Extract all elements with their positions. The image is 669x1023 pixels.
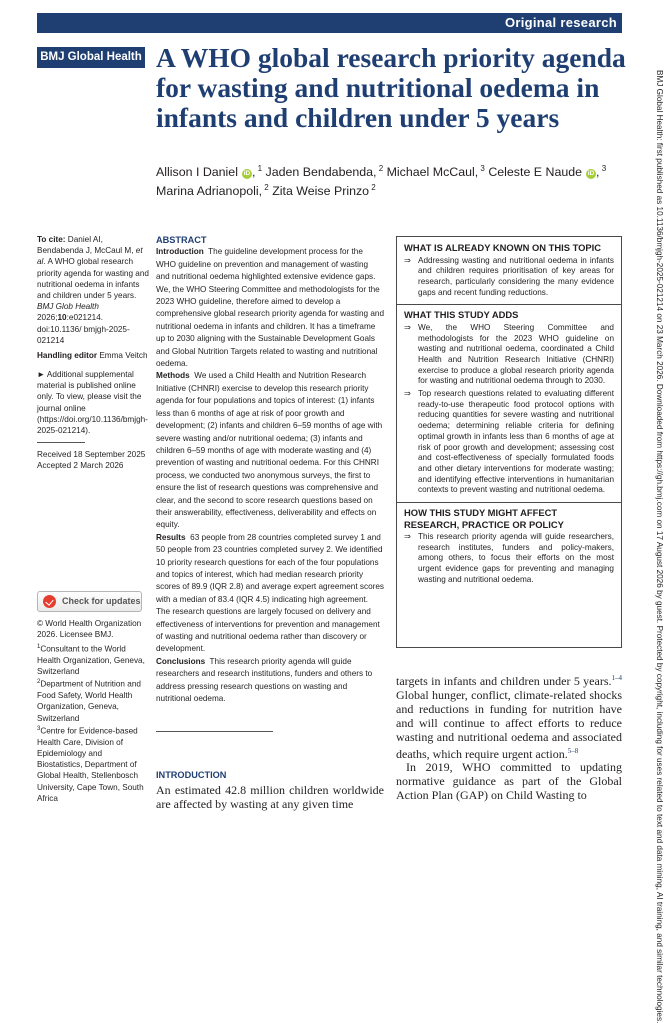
key-messages-box	[396, 236, 622, 648]
abstract-results-label: Results	[156, 532, 186, 542]
affect-list	[404, 532, 614, 586]
affect-heading: HOW THIS STUDY MIGHT AFFECT RESEARCH, PRACTICE OR POLICY	[404, 507, 564, 530]
adds-heading: WHAT THIS STUDY ADDS	[404, 309, 519, 321]
abstract-methods-text: We used a Child Health and Nutrition Research Initiative (CHNRI) exercise to develop this research priority agenda for four populations and topics of interest: (1) infants less than 6 months of age at risk of poor growth and development; (2) infants and children 6–59 months of age with severe wasting and/or nutritional oedema; (3) infants and children 6–59 months of age with moderate wasting and (4) prevention of wasting and nutritional oedema. For this CHNRI process, we conducted two anonymous surveys, the first to ensure the list of research questions was comprehensive and clear, and the second to score research questions based on their answerability, effectiveness, deliverability and effects on equity.	[156, 371, 383, 530]
handling-editor	[37, 350, 149, 361]
author-line-2	[156, 180, 626, 199]
author-list	[156, 161, 626, 199]
known-list	[404, 256, 614, 299]
reference-link[interactable]: 5–8	[567, 746, 579, 755]
arrow-icon: ⇒	[404, 532, 411, 542]
author-name[interactable]: Jaden Bendabenda,	[265, 165, 377, 180]
section-label: Original research	[504, 15, 617, 30]
key-message-text: We, the WHO Steering Committee and methodologists for the 2023 WHO guideline on wasting and nutritional oedema, coordinated a Child Health and Nutrition Research Initiative (CHNRI) exercise to produce a global research priority agenda for wasting and nutritional oedema through to 2030.	[418, 322, 614, 386]
affiliation-ref: 1	[255, 164, 263, 173]
abstract	[156, 234, 384, 705]
affiliation-ref: 2	[262, 183, 269, 193]
adds-list	[404, 323, 614, 496]
abstract-heading: ABSTRACT	[156, 235, 207, 245]
body-text-segment: targets in infants and children under 5 years.	[396, 674, 612, 688]
author-name[interactable]: Marina Adrianopoli,	[156, 184, 263, 199]
abstract-conclusions-text: This research priority agenda will guide researchers and research institutions, funders and others to address pressing research questions on wasting and nutritional oedema.	[156, 656, 373, 704]
cite-text: Daniel AI, Bendabenda J, McCaul M, et al. A WHO global research priority agenda for wasting and nutritional oedema in infants and children under 5 years. BMJ Glob Health 2026;10:e021214. doi:10.1136/ bmjgh-2025-021214	[37, 235, 149, 345]
key-message-item	[404, 323, 614, 387]
affiliation-ref: 3	[478, 164, 485, 173]
abstract-intro-label: Introduction	[156, 247, 204, 257]
key-message-text: This research priority agenda will guide researchers, research institutes, funders and policy-makers, among others, to focus their efforts on the most urgent evidence gaps for preventing and managing wasting and nutritional oedema.	[418, 532, 614, 584]
affiliation	[37, 724, 149, 804]
key-message-item	[404, 389, 614, 496]
abstract-results	[156, 532, 384, 656]
key-message-item	[404, 256, 614, 299]
abstract-methods-label: Methods	[156, 371, 190, 381]
divider	[156, 731, 273, 732]
check-updates-label: Check for updates	[62, 596, 141, 606]
abstract-methods	[156, 370, 384, 531]
affiliation-text: Centre for Evidence-based Health Care, Division of Epidemiology and Biostatistics, Department of Global Health, Stellenbosch University, Cape Town, South Africa	[37, 726, 144, 803]
abstract-results-text: 63 people from 28 countries completed survey 1 and 50 people from 23 countries completed survey 2. We identified 10 priority research questions for each of the four populations and topics of interest, which had median research priority scores of 89.9 (IQR 2.8) and average expert agreement scores with a median of 83.4 (IQR 4.5) indicating high agreement. The research questions are largely focused on delivery and effectiveness of interventions for prevention and management of wasting and nutritional oedema rather than discovery or development.	[156, 532, 385, 654]
divider	[397, 304, 621, 305]
affiliation-number: 2	[37, 679, 41, 686]
known-heading: WHAT IS ALREADY KNOWN ON THIS TOPIC	[404, 242, 602, 253]
arrow-icon: ⇒	[404, 322, 411, 332]
author-name[interactable]: Allison I Daniel	[156, 165, 238, 180]
abstract-intro-text: The guideline development process for the WHO guideline on prevention and management of wasting and nutritional oedema highlighted extensive evidence gaps. We, the WHO Steering Committee and methodologists for the 2023 WHO guideline, therefore aimed to develop a comprehensive global research priority agenda for wasting and nutritional oedema in infants and children. It has a timeframe up to 2030 aligning with the Sustainable Development Goals and Global Nutrition Targets related to wasting and nutritional oedema.	[156, 247, 385, 369]
affiliation-number: 3	[37, 725, 41, 732]
body-text-segment: Global hunger, conflict, climate-related shocks and reductions in funding for nutrition have and will continue to affect efforts to reduce wasting and nutritional oedema and associated deaths, which require urgent action.	[396, 687, 622, 761]
affiliation-ref: 2	[369, 183, 376, 193]
article-title: A WHO global research priority agenda for wasting and nutritional oedema in infants and children under 5 years	[156, 42, 626, 133]
orcid-icon[interactable]: iD	[587, 170, 595, 178]
download-notice	[655, 70, 667, 1023]
supplementary-note[interactable]: ► Additional supplemental material is published online only. To view, please visit the journal online (https://doi.org/10.1136/bmjgh-2025-021214).	[37, 370, 148, 436]
copyright: © World Health Organization 2026. Licensee BMJ.	[37, 619, 142, 640]
affiliation-ref: 3	[599, 164, 607, 173]
journal-badge[interactable]: BMJ Global Health	[37, 47, 145, 68]
affiliation	[37, 677, 149, 724]
body-paragraph	[396, 672, 622, 761]
divider	[37, 442, 85, 443]
key-message-item	[404, 532, 614, 586]
key-message-text: Top research questions related to evaluating different ready-to-use therapeutic food protocol options with reducing quantities for severe wasting and nutritional oedema; determining reliable criteria for defining optimal growth in infants less than 6 months of age at risk of poor growth and development; assessing cost and cost-effectiveness of specially formulated foods and other dietary interventions for moderate wasting; and identifying effective interventions in humanitarian contexts to prevent wasting and nutritional oedema.	[418, 389, 614, 495]
citation-block	[37, 234, 149, 346]
body-text	[396, 672, 622, 803]
abstract-conclusions-label: Conclusions	[156, 656, 206, 666]
handling-name: Emma Veitch	[99, 351, 148, 360]
check-updates-icon	[43, 595, 56, 608]
author-name[interactable]: Celeste E Naude	[488, 165, 583, 180]
author-name[interactable]: Zita Weise Prinzo	[272, 184, 370, 199]
handling-label: Handling editor	[37, 351, 98, 360]
author-line-1: Allison I Daniel iD , $^1$ Jaden Bendabenda, $^2$ Michael McCaul, $^3$ Celeste E Naude iD , $^3$	[156, 164, 607, 180]
affiliation-number: 1	[37, 644, 41, 650]
cite-label: To cite:	[37, 235, 66, 244]
abstract-conclusions	[156, 656, 384, 706]
author-name[interactable]: Michael McCaul,	[386, 165, 479, 180]
section-banner	[37, 13, 622, 33]
key-message-text: Addressing wasting and nutritional oedema in infants and children requires prioritisation of key areas for research, particularly considering the many evidence gaps and recent funding reductions.	[418, 255, 614, 297]
body-paragraph: In 2019, WHO committed to updating normative guidance as part of the Global Action Plan (GAP) on Child Wasting to	[396, 760, 622, 803]
introduction-heading: INTRODUCTION	[156, 770, 227, 780]
reference-link[interactable]: 1–4	[611, 674, 622, 682]
arrow-icon: ⇒	[404, 389, 411, 399]
accepted-date: Accepted 2 March 2026	[37, 461, 124, 471]
affiliation	[37, 642, 149, 677]
affiliation-ref: 2	[376, 164, 384, 173]
affiliation-text: Consultant to the World Health Organization, Geneva, Switzerland	[37, 644, 145, 677]
affiliation-text: Department of Nutrition and Food Safety, World Health Organization, Geneva, Switzerland	[37, 680, 141, 723]
received-date: Received 18 September 2025	[37, 450, 146, 459]
abstract-introduction	[156, 246, 384, 370]
dates	[37, 449, 149, 471]
orcid-icon[interactable]: iD	[243, 170, 251, 178]
affiliations	[37, 642, 149, 804]
check-for-updates-button[interactable]	[37, 591, 142, 612]
arrow-icon: ⇒	[404, 255, 411, 265]
divider	[397, 502, 621, 503]
download-notice-text[interactable]: BMJ Global Health: first published as 10.1136/bmjgh-2025-021214 on 23 March 2026. Downloaded from https://gh.bmj.com on 17 August 2026 by guest. Protected by copyright, including for uses related to text and data mining, AI training, and similar technologies.	[655, 70, 664, 1023]
introduction-text: An estimated 42.8 million children worldwide are affected by wasting at any given time	[156, 783, 384, 811]
